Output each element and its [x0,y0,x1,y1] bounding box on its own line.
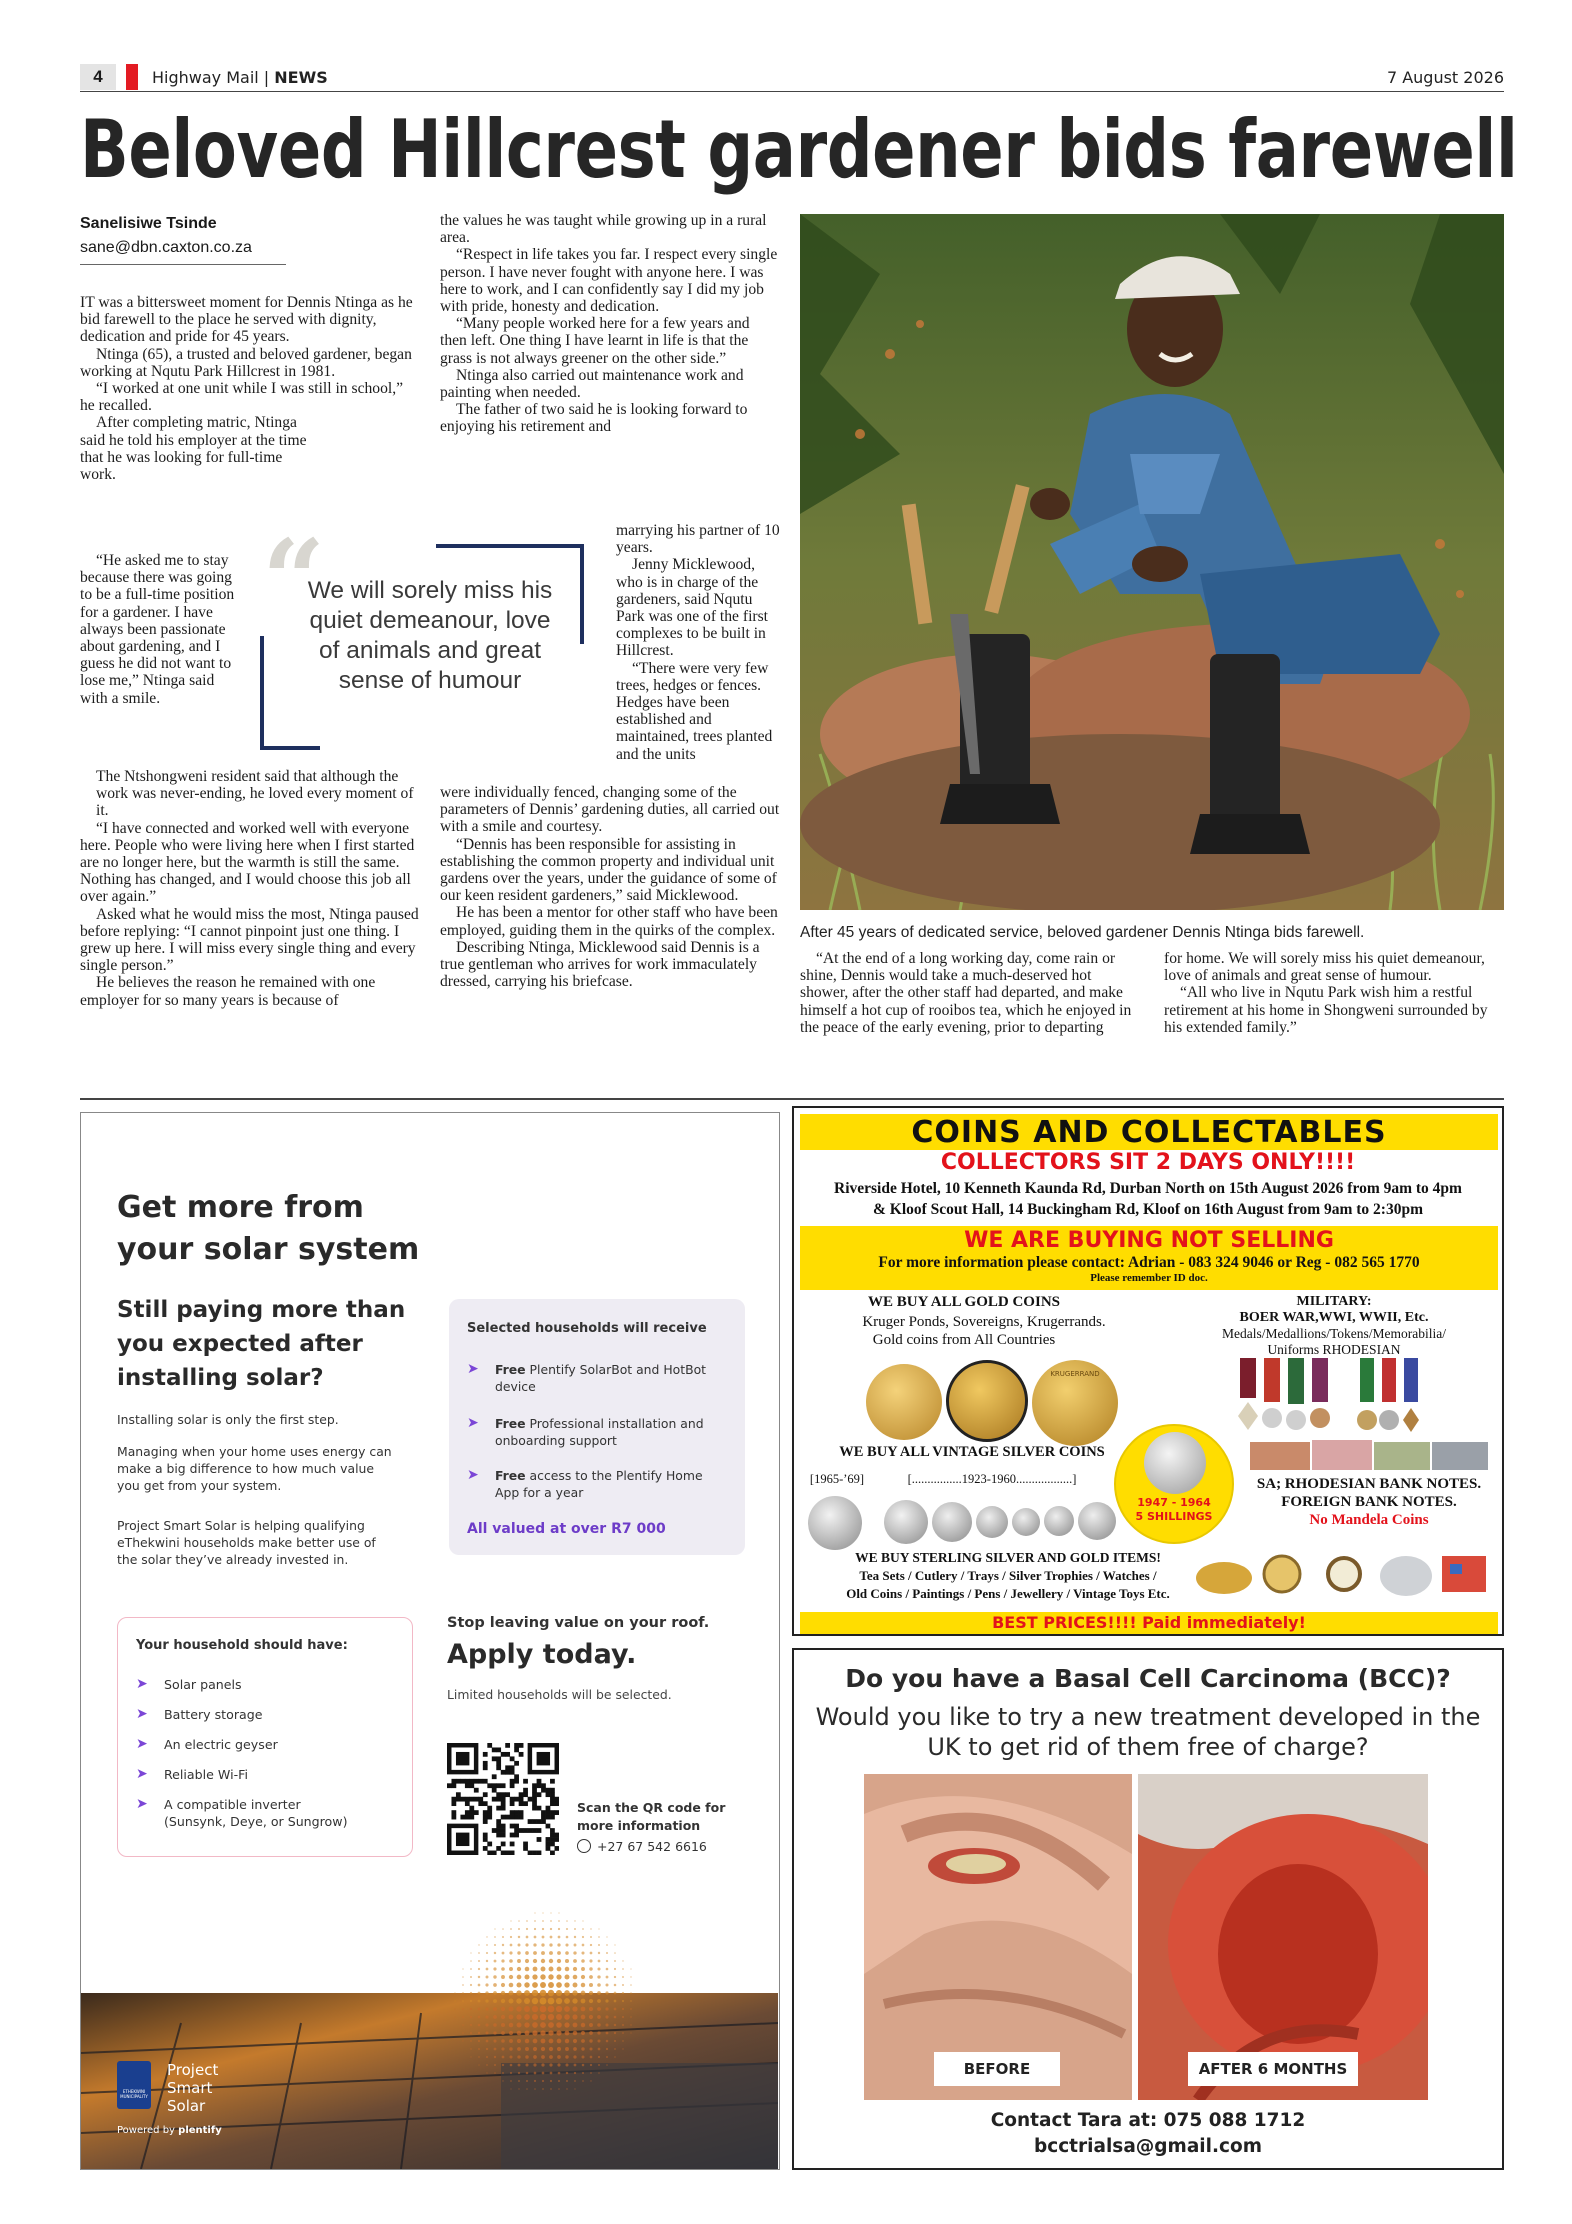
logo-text: Project Smart Solar [167,2061,219,2115]
bcc-email[interactable]: bcctrialsa@gmail.com [1034,2136,1262,2157]
silver-coin-icon [1078,1502,1116,1540]
requirements-box [117,1617,413,1857]
gold-coin-icon [946,1360,1028,1442]
page-header [80,64,1504,92]
silver-years-2: [................1923-1960..................] [907,1472,1077,1486]
bcc-phone[interactable]: Contact Tara at: 075 088 1712 [990,2110,1306,2131]
section-divider [80,1098,1504,1100]
coin-inscription: KRUGERRAND [1050,1370,1100,1378]
article-paragraph: “Dennis has been responsible for assisting in establishing the common property and individual unit gardens over the years, under the guidance of some of our keen resident gardeners,” said Micklewood. [440,835,777,905]
qr-code-art [447,1743,559,1855]
article-paragraph: marrying his partner of 10 years. [616,522,780,557]
arrow-icon: ➤ [136,1736,148,1752]
article-paragraph: “There were very few trees, hedges or fences. Hedges have been established and maintained, trees planted and the units [616,659,773,763]
apply-today-heading[interactable]: Apply today. [447,1639,637,1670]
requirement-item [136,1736,396,1753]
arrow-icon: ➤ [467,1361,479,1377]
article-headline: Beloved Hillcrest gardener bids farewell [80,103,1518,196]
best-prices-banner: BEST PRICES!!!! Paid immediately! [800,1612,1498,1634]
military-line: BOER WAR,WWI, WWII, Etc. [1239,1310,1429,1325]
requirements-title: Your household should have: [136,1638,348,1653]
sterling-line: Old Coins / Paintings / Pens / Jewellery / Vintage Toys Etc. [846,1586,1170,1601]
article-paragraph: “At the end of a long working day, come rain or shine, Dennis would take a much-deserved hot shower, after the other staff had departed, and make himself a hot cup of rooibos tea, which he enjoyed in the peace of the early evening, prior to departing [800,950,1132,1036]
silver-coin-icon [884,1500,928,1544]
requirement-text: A compatible inverter (Sunsynk, Deye, or Sungrow) [164,1797,348,1829]
ethekwini-seal-icon [117,2061,151,2109]
benefits-title: Selected households will receive [467,1321,707,1336]
qr-code-icon[interactable] [447,1743,559,1855]
coins-advert[interactable] [792,1106,1504,1636]
issue-date: 7 August 2026 [1386,68,1504,87]
bank-notes-line: FOREIGN BANK NOTES. [1281,1494,1457,1510]
sterling-title: WE BUY STERLING SILVER AND GOLD ITEMS! [855,1550,1161,1565]
powered-by-brand: plentify [178,2125,222,2136]
solar-paragraph: Project Smart Solar is helping qualifying eThekwini households make better use of the solar they’ve already invested in. [117,1518,376,1567]
military-title: MILITARY: [1296,1294,1372,1309]
id-reminder: Please remember ID doc. [1090,1272,1208,1284]
benefits-value: All valued at over R7 000 [467,1521,666,1537]
benefit-free: Free [495,1468,526,1483]
gardener-photo-art [800,214,1504,910]
section-name: NEWS [274,68,328,87]
dot-pattern-graphic [451,1909,641,2099]
requirement-item [136,1766,396,1783]
article-paragraph: Describing Ntinga, Micklewood said Dennis is a true gentleman who arrives for work immaculately dressed, carrying his briefcase. [440,938,760,991]
article-col1-mid [80,552,240,707]
gardener-photo [800,214,1504,910]
project-smart-solar-logo [117,2061,277,2141]
gold-coin-icon [866,1364,942,1440]
arrow-icon: ➤ [136,1796,148,1812]
silver-coin-icon [976,1506,1008,1538]
article-col4 [1164,950,1504,1036]
banknotes-icon [1250,1438,1490,1472]
silver-coins-title: WE BUY ALL VINTAGE SILVER COINS [839,1444,1105,1460]
article-paragraph: “Respect in life takes you far. I respect every single person. I have never fought with anyone here. I was here to work, and I can confidently say I did my job with pride, honesty and dedication. [440,246,778,316]
article-paragraph: were individually fenced, changing some of the parameters of Dennis’ gardening duties, all carried out with a smile and courtesy. [440,784,780,836]
article-paragraph: He has been a mentor for other staff who have been employed, guiding them in the quirks of the complex. [440,904,778,939]
collectors-sit: COLLECTORS SIT 2 DAYS ONLY!!!! [940,1150,1356,1175]
five-shillings-badge [1114,1424,1234,1544]
benefit-item [467,1415,727,1449]
author-name: Sanelisiwe Tsinde [80,215,217,232]
shillings-label: 5 SHILLINGS [1135,1510,1213,1523]
powered-by-label: Powered by [117,2125,175,2136]
publication-name: Highway Mail [152,68,259,87]
silver-coin-icon [932,1502,972,1542]
article-paragraph: Ntinga also carried out maintenance work and painting when needed. [440,366,744,402]
article-paragraph: the values he was taught while growing up in a rural area. [440,212,767,247]
solar-subhead: Still paying more than you expected after installing solar? [117,1297,406,1391]
article-paragraph: “I have connected and worked well with everyone here. People who were living here when I first started are no longer here, but the warmth is still the same. Nothing has changed, and I would choose this job all over again.” [80,819,415,906]
article-paragraph: Asked what he would miss the most, Ntinga paused before replying: “I cannot pinpoint just one thing. I grew up here. I will miss every single thing and every single person.” [80,905,419,975]
whatsapp-icon [577,1839,591,1853]
article-paragraph: Ntinga (65), a trusted and beloved gardener, began working at Nqutu Park Hillcrest in 1981. [80,345,412,380]
powered-by [117,2125,222,2136]
article-col2-mid [616,522,780,763]
before-label: BEFORE [934,2052,1060,2086]
after-label: AFTER 6 MONTHS [1188,2052,1358,2086]
page-number: 4 [80,64,116,90]
arrow-icon: ➤ [136,1766,148,1782]
buying-banner [800,1226,1498,1290]
pull-quote: We will sorely miss his quiet demeanour, love of animals and great sense of humour [307,577,553,694]
silver-coin-icon [1044,1506,1074,1536]
article-col2-top [440,212,780,436]
limited-note: Limited households will be selected. [447,1687,672,1702]
requirement-text: Solar panels [164,1677,242,1692]
krugerrand-coin-icon [1032,1360,1118,1446]
requirement-item [136,1796,356,1830]
article-paragraph: After completing matric, Ntinga said he told his employer at the time that he was looking for full-time work. [80,414,307,484]
requirement-text: An electric geyser [164,1737,278,1752]
gold-coins-title: WE BUY ALL GOLD COINS [868,1294,1060,1310]
benefit-text: access to the Plentify Home App for a year [495,1468,703,1500]
whatsapp-number[interactable] [577,1839,707,1854]
publication-label [152,68,328,87]
military-line: Uniforms RHODESIAN [1267,1342,1401,1357]
after-photo [1138,1774,1428,2100]
article-col2-bottom [440,784,780,990]
solar-advert[interactable] [80,1112,780,2170]
bcc-advert[interactable] [792,1648,1504,2170]
publication-separator: | [258,68,275,87]
buying-not-selling: WE ARE BUYING NOT SELLING [964,1228,1334,1253]
requirement-text: Reliable Wi-Fi [164,1767,248,1782]
arrow-icon: ➤ [467,1467,479,1483]
silver-coin-icon [1012,1508,1040,1536]
gold-coins-line: Kruger Ponds, Sovereigns, Krugerrands. [862,1314,1106,1330]
requirement-text: Battery storage [164,1707,263,1722]
article-col1-bottom [80,768,420,1009]
article-paragraph: The father of two said he is looking forward to enjoying his retirement and [440,401,748,436]
benefits-box [449,1299,745,1555]
article-paragraph: for home. We will sorely miss his quiet demeanour, love of animals and great sense of humour. [1164,950,1485,985]
article-paragraph: The Ntshongweni resident said that although the work was never-ending, he loved every moment of it. [96,768,414,820]
venue-details [794,1178,1502,1220]
article-paragraph: He believes the reason he remained with one employer for so many years is because of [80,974,376,1009]
author-email[interactable]: sane@dbn.caxton.co.za [80,236,286,265]
benefit-text: Professional installation and onboarding support [495,1416,704,1448]
byline [80,212,286,265]
military-line: Medals/Medallions/Tokens/Memorabilia/ [1221,1326,1446,1341]
benefit-free: Free [495,1362,526,1377]
sterling-line: Tea Sets / Cutlery / Trays / Silver Trophies / Watches / [859,1568,1157,1583]
article-col1-top [80,294,420,483]
solar-headline: Get more from your solar system [117,1190,420,1267]
venue-line: Riverside Hotel, 10 Kenneth Kaunda Rd, Durban North on 15th August 2026 from 9am to 4pm [834,1180,1462,1197]
five-shillings-coin-icon [1144,1432,1206,1494]
bank-notes-line: SA; RHODESIAN BANK NOTES. [1256,1476,1482,1492]
article-paragraph: “All who live in Nqutu Park wish him a restful retirement at his home in Shongweni surrounded by his extended family.” [1164,984,1488,1036]
contact-info: For more information please contact: Adrian - 083 324 9046 or Reg - 082 565 1770 [878,1254,1420,1271]
article-paragraph: “Many people worked here for a few years and then left. One thing I have learnt in life is that the grass is not always greener on the other side.” [440,315,750,367]
benefit-item [467,1361,727,1395]
section-marker [126,64,138,90]
benefit-text: Plentify SolarBot and HotBot device [495,1362,707,1394]
no-mandela-coins: No Mandela Coins [1309,1512,1429,1528]
bcc-question: Do you have a Basal Cell Carcinoma (BCC)? [845,1664,1451,1693]
scan-instruction: Scan the QR code for more information [577,1800,726,1833]
requirement-item [136,1706,396,1723]
article-paragraph: “He asked me to stay because there was going to be a full-time position for a gardener. I have always been passionate about gardening, and I guess he did not want to lose me,” Ntinga said with a smile. [80,552,235,707]
arrow-icon: ➤ [136,1676,148,1692]
article-paragraph: IT was a bittersweet moment for Dennis Ntinga as he bid farewell to the place he served with dignity, dedication and pride for 45 years. [80,294,413,346]
shillings-years: 1947 - 1964 [1137,1496,1211,1509]
military-medals-icon [1234,1358,1474,1444]
article-paragraph: Jenny Micklewood, who is in charge of the gardeners, said Nqutu Park was one of the first complexes to be built in Hillcrest. [616,556,769,660]
requirement-item [136,1676,396,1693]
silver-years-1: [1965-’69] [809,1472,865,1486]
silver-coin-icon [808,1496,862,1550]
bcc-subheading: Would you like to try a new treatment developed in the UK to get rid of them free of charge? [815,1703,1481,1761]
venue-line: & Kloof Scout Hall, 14 Buckingham Rd, Kloof on 16th August from 9am to 2:30pm [872,1201,1423,1218]
benefit-item [467,1467,727,1501]
seal-text: ETHEKWINI MUNICIPALITY [120,2089,148,2099]
before-photo [864,1774,1132,2100]
quote-mark-icon: “ [262,515,326,644]
article-col3 [800,950,1136,1036]
phone-text: +27 67 542 6616 [597,1839,707,1854]
arrow-icon: ➤ [467,1415,479,1431]
benefit-free: Free [495,1416,526,1431]
gold-coins-line: Gold coins from All Countries [872,1332,1056,1348]
bcc-contact [794,2108,1502,2160]
collectables-icon [1194,1532,1494,1608]
coins-title: COINS AND COLLECTABLES [800,1114,1498,1150]
solar-stop-line: Stop leaving value on your roof. [447,1615,710,1631]
solar-paragraph: Managing when your home uses energy can make a big difference to how much value you get from your system. [117,1444,392,1493]
solar-intro: Installing solar is only the first step. [117,1412,339,1427]
article-paragraph: “I worked at one unit while I was still in school,” he recalled. [80,380,404,415]
arrow-icon: ➤ [136,1706,148,1722]
photo-caption: After 45 years of dedicated service, beloved gardener Dennis Ntinga bids farewell. [800,924,1365,941]
